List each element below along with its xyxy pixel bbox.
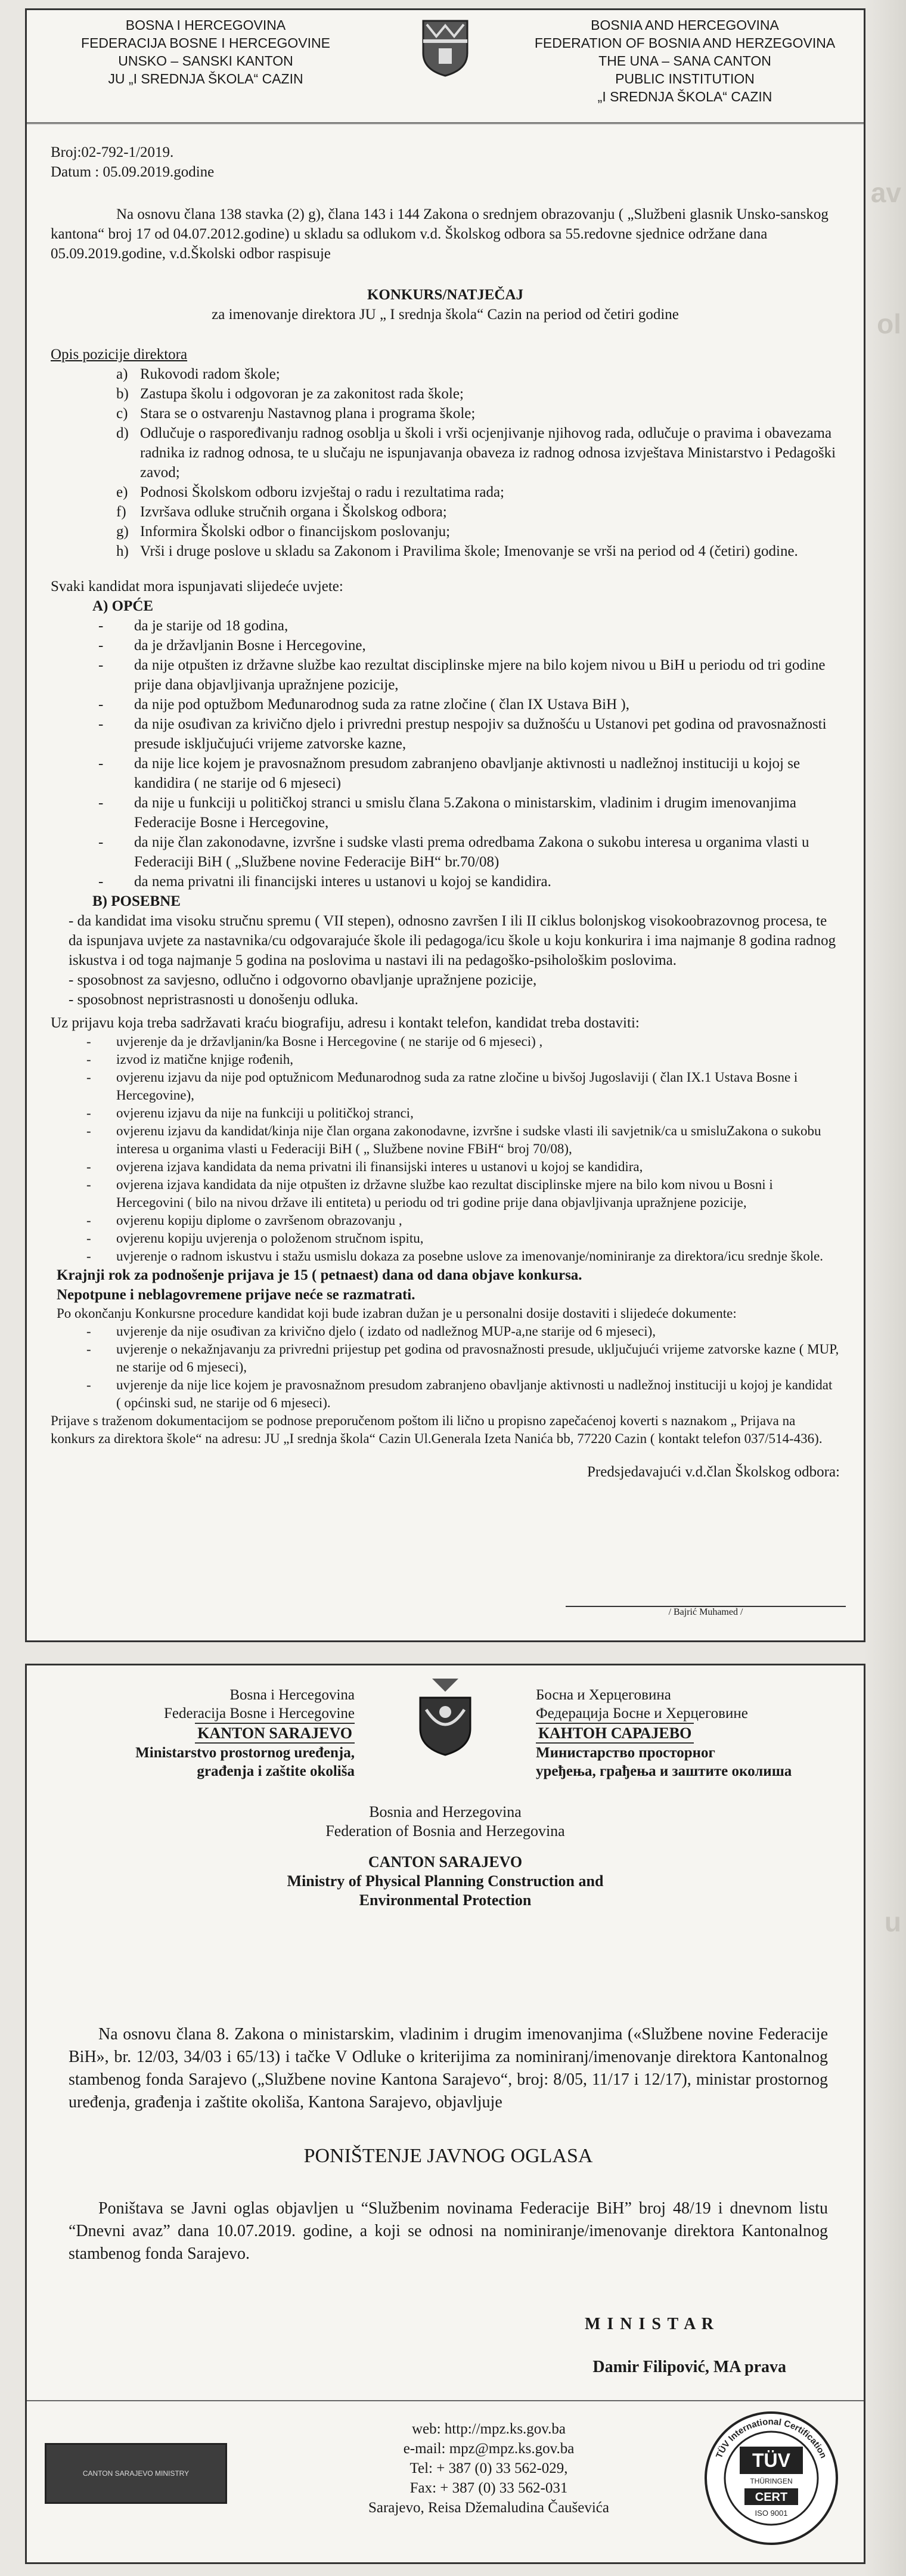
position-description-list [51, 364, 840, 561]
bleed-fragment: ol [877, 308, 901, 339]
requirements-intro: Svaki kandidat mora ispunjavati slijedeće uvjete: [51, 578, 343, 595]
ministry-footer [27, 2400, 864, 2562]
list-item: - sposobnost nepristrasnosti u donošenju odluka. [69, 992, 359, 1008]
website-link[interactable]: web: http://mpz.ks.gov.ba [411, 2421, 566, 2437]
minister-title: M I N I S T A R [584, 2315, 715, 2333]
school-header [27, 10, 864, 124]
list-item: - izvod iz matične knjige rođenih, [86, 1051, 840, 1069]
list-item: - ovjerenu izjavu da kandidat/kinja nije član organa zakonodavne, izvršne i sudske vlasti ili savjetnik/ca u smisluZakona o sukobu interesa u organima vlasti u Federaciji BiH ( „ Službene novine FBiH“ broj 70/08), [86, 1122, 840, 1158]
list-item: c) Stara se o ostvarenju Nastavnog plana i programa škole; [116, 405, 476, 422]
list-item: g) Informira Školski odbor o financijskom poslovanju; [116, 524, 451, 540]
application-intro: Uz prijavu koja treba sadržavati kraću biografiju, adresu i kontakt telefon, kandidat treba dostaviti: [51, 1015, 640, 1031]
tuv-certification-seal-icon [703, 2410, 840, 2547]
svg-text:THÜRINGEN: THÜRINGEN [750, 2477, 793, 2485]
svg-text:ISO 9001: ISO 9001 [755, 2509, 788, 2518]
list-item: - ovjerena izjava kandidata da nije otpušten iz državne službe kao rezultat disciplinske mjere na bilo kom nivou u Bosni i Hercegovini ( bilo na nivou države ili entiteta) u periodu od tri godine prije dana objavljivanja upražnjene pozicije, [86, 1176, 840, 1212]
list-item: b) Zastupa školu i odgovoran je za zakonitost rada škole; [116, 386, 464, 402]
list-item: - da nije član zakonodavne, izvršne i sudske vlasti prema odredbama Zakona o sukobu interesa u organima vlasti u Federaciji BiH ( „Službene novine Federacije BiH“ br.70/08) [98, 832, 840, 872]
list-item: - ovjerenu kopiju diplome o završenom obrazovanju , [86, 1212, 840, 1230]
deadline-text: Krajnji rok za podnošenje prijava je 15 ( petnaest) dana od dana objave konkursa. [57, 1267, 582, 1283]
cancellation-body [69, 2023, 828, 2379]
notice-title: KONKURS/NATJEČAJ [367, 287, 524, 303]
notice-date: Datum : 05.09.2019.godine [51, 164, 215, 180]
list-item: - uvjerenje da nije lice kojem je pravosnažnom presudom zabranjeno obavljanje aktivnosti u nadležnoj instituciji u kojoj je kandidat ( općinski sud, ne starije od 6 mjeseci). [86, 1376, 840, 1412]
canton-crest-icon [414, 1674, 476, 1757]
adjacent-page-bleed [864, 0, 906, 2576]
signature-name: / Bajrić Muhamed / [566, 1606, 846, 1618]
fax-number: Fax: + 387 (0) 33 562-031 [409, 2480, 568, 2496]
list-item: - sposobnost za savjesno, odlučno i odgovorno obavljanje upražnjene pozicije, [69, 972, 537, 988]
notice-subtitle: za imenovanje direktora JU „ I srednja škola“ Cazin na period od četiri godine [212, 306, 679, 323]
header-left: BOSNA I HERCEGOVINA FEDERACIJA BOSNE I HERCEGOVINE UNSKO – SANSKI KANTON JU „I SREDNJA ŠKOLA“ CAZIN [81, 17, 330, 86]
general-requirements-list [51, 616, 840, 891]
personnel-file-list [51, 1323, 840, 1412]
list-item: - da nema privatni ili financijski interes u ustanovi u kojoj se kandidira. [98, 872, 840, 891]
selection-paragraph: Po okončanju Konkursne procedure kandidat koji bude izabran dužan je u personalni dosije dostaviti i slijedeće dokumente: [57, 1306, 737, 1321]
svg-text:TÜV: TÜV [752, 2450, 790, 2471]
bleed-fragment: u [884, 1906, 901, 1937]
list-item: - da je državljanin Bosne i Hercegovine, [98, 636, 840, 655]
ministry-header [27, 1665, 864, 1797]
position-description-heading: Opis pozicije direktora [51, 346, 188, 363]
list-item: - da je starije od 18 godina, [98, 616, 840, 636]
list-item: f) Izvršava odluke stručnih organa i Školskog odbora; [116, 504, 447, 520]
chair-label: Predsjedavajući v.d.član Školskog odbora: [587, 1464, 840, 1480]
ministry-logo-badge: CANTON SARAJEVO MINISTRY [45, 2443, 227, 2504]
contact-block [361, 2419, 617, 2518]
list-item: - da kandidat ima visoku stručnu spremu ( VII stepen), odnosno završen I ili II ciklus bolonjskog visokoobrazovnog procesa, te da ispunjava uvjete za nastavnika/cu odgovarajuće škole ili pedagoga/icu škole u koju konkurira i ima najmanje 8 godina radnog iskustva i od toga najmanje 5 godina na poslovima u nastavi ili na pedagoško-psihološkim poslovima. [69, 913, 836, 968]
application-documents-list [51, 1033, 840, 1265]
list-item: - ovjerenu izjavu da nije pod optužnicom Međunarodnog suda za ratne zločine u bivšoj Jugoslaviji ( član IX.1 Ustava Bosne i Hercegovine), [86, 1069, 840, 1104]
notice-body [51, 143, 840, 1482]
header-latin: Bosna i Hercegovina Federacija Bosne i Hercegovine KANTON SARAJEVO Ministarstvo prostornog uređenja, građenja i zaštite okoliša [135, 1687, 355, 1779]
list-item: - da nije pod optužbom Međunarodnog suda za ratne zločine ( član IX Ustava BiH ), [98, 695, 840, 714]
list-item: - da nije osuđivan za krivično djelo i privredni prestup nespojiv sa dužnošću u Ustanovi pet godina od pravosnažnosti presude isključujući vrijeme zatvorske kazne, [98, 714, 840, 754]
list-item: - uvjerenje da je državljanin/ka Bosne i Hercegovine ( ne starije od 6 mjeseci) , [86, 1033, 840, 1051]
list-item: a) Rukovodi radom škole; [116, 366, 280, 382]
svg-text:CERT: CERT [755, 2491, 788, 2504]
submission-paragraph: Prijave s traženom dokumentacijom se podnose preporučenom poštom ili lično u propisno zapečaćenoj koverti s naznakom „ Prijava na konkurs za direktora škole“ na adresu: JU „I srednja škola“ Cazin Ul.Generala Izeta Nanića bb, 77220 Cazin ( kontakt telefon 037/514-436). [51, 1413, 823, 1446]
school-competition-notice [25, 8, 865, 1642]
reference-number: Broj:02-792-1/2019. [51, 144, 174, 160]
email-link[interactable]: e-mail: mpz@mpz.ks.gov.ba [403, 2441, 575, 2457]
cancellation-title: PONIŠTENJE JAVNOG OGLASA [303, 2145, 593, 2167]
phone-number: Tel: + 387 (0) 33 562-029, [409, 2460, 568, 2476]
address: Sarajevo, Reisa Džemaludina Čauševića [368, 2500, 610, 2516]
cancellation-paragraph: Poništava se Javni oglas objavljen u “Službenim novinama Federacije BiH” broj 48/19 i dnevnom listu “Dnevni avaz” dana 10.07.2019. godine, a koji se odnosi na nominiranje/imenovanje direktora Kantonalnog stambenog fonda Sarajevo. [69, 2199, 828, 2263]
list-item: h) Vrši i druge poslove u skladu sa Zakonom i Pravilima škole; Imenovanje se vrši na period od 4 (četiri) godine. [116, 543, 798, 559]
list-item: - ovjerenu kopiju uvjerenja o položenom stručnom ispitu, [86, 1230, 840, 1247]
list-item: - uvjerenje o radnom iskustvu i stažu usmislu dokaza za posebne uslove za imenovanje/nominiranje za direktora/icu srednje škole. [86, 1247, 840, 1265]
list-item: - da nije u funkciji u političkoj stranci u smislu člana 5.Zakona o ministarskim, vladinim i drugim imenovanjima Federacije Bosne i Hercegovine, [98, 793, 840, 832]
list-item: - ovjerena izjava kandidata da nema privatni ili finansijski interes u ustanovi u kojoj se kandidira, [86, 1158, 840, 1176]
list-item: - uvjerenje o nekažnjavanju za privredni prijestup pet godina od pravosnažnosti presude, uključujući vrijeme zatvorske kazne ( MUP, ne starije od 6 mjeseci), [86, 1340, 840, 1376]
minister-name: Damir Filipović, MA prava [592, 2358, 786, 2376]
list-item: - ovjerenu izjavu da nije na funkciji u političkoj stranci, [86, 1104, 840, 1122]
header-cyrillic: Босна и Херцеговина Федерација Босне и Херцеговине КАНТОН САРАЈЕВО Министарство просторног уређења, грађења и заштите околиша [536, 1687, 792, 1779]
list-item: - uvjerenje da nije osuđivan za krivično djelo ( izdato od nadležnog MUP-a,ne starije od 6 mjeseci), [86, 1323, 840, 1340]
header-english: Bosnia and Herzegovina Federation of Bosnia and Herzegovina CANTON SARAJEVO Ministry of Physical Planning Construction and Environmental Protection [287, 1803, 604, 1909]
list-item: - da nije lice kojem je pravosnažnom presudom zabranjeno obavljanje aktivnosti u nadležnoj instituciji u kojoj se kandidira ( ne starije od 6 mjeseci) [98, 754, 840, 793]
list-item: - da nije otpušten iz državne službe kao rezultat disciplinske mjere na bilo kojem nivou u BiH u periodu od tri godine prije dana objavljivanja upražnjene pozicije, [98, 655, 840, 695]
bleed-fragment: av [870, 177, 901, 208]
list-item: d) Odlučuje o raspoređivanju radnog osoblja u školi i vrši ocjenjivanje njihovog rada, odlučuje o pravima i obavezama radnika iz radnog odnosa, te u slučaju ne ispunjavanja obaveza iz radnog odnosa izvještava Ministarstvo i Pedagoški zavod; [116, 425, 836, 481]
header-right: BOSNIA AND HERCEGOVINA FEDERATION OF BOSNIA AND HERZEGOVINA THE UNA – SANA CANTON PUBLIC INSTITUTION „I SREDNJA ŠKOLA“ CAZIN [534, 17, 836, 104]
coat-of-arms-icon [421, 18, 470, 77]
ministry-cancellation-notice [25, 1664, 865, 2564]
intro-paragraph: Na osnovu člana 138 stavka (2) g), člana 143 i 144 Zakona o srednjem obrazovanju ( „Službeni glasnik Unsko-sanskog kantona“ broj 17 od 04.07.2012.godine) u skladu sa odlukom v.d. Školskog odbora sa 55.redovne sjednice održane dana 05.09.2019.godine, v.d.Školski odbor raspisuje [51, 206, 829, 262]
legal-basis-paragraph: Na osnovu člana 8. Zakona o ministarskim, vladinim i drugim imenovanjima («Službene novine Federacije BiH», br. 12/03, 34/03 i 65/13) i tačke V Odluke o kriterijima za nominiranj/imenovanje direktora Kantonalnog stambenog fonda Sarajevo („Službene novine Kantona Sarajevo“, broj: 8/05, 11/17 i 12/17), ministar prostornog uređenja, građenja i zaštite okoliša, Kantona Sarajevo, objavljuje [69, 2025, 828, 2111]
incomplete-notice: Nepotpune i neblagovremene prijave neće se razmatrati. [57, 1287, 415, 1303]
special-requirements-heading: B) POSEBNE [92, 893, 181, 909]
general-requirements-heading: A) OPĆE [92, 598, 154, 614]
list-item: e) Podnosi Školskom odboru izvještaj o radu i rezultatima rada; [116, 484, 504, 500]
svg-text:TÜV International Certificatio: TÜV International Certification [714, 2416, 829, 2460]
